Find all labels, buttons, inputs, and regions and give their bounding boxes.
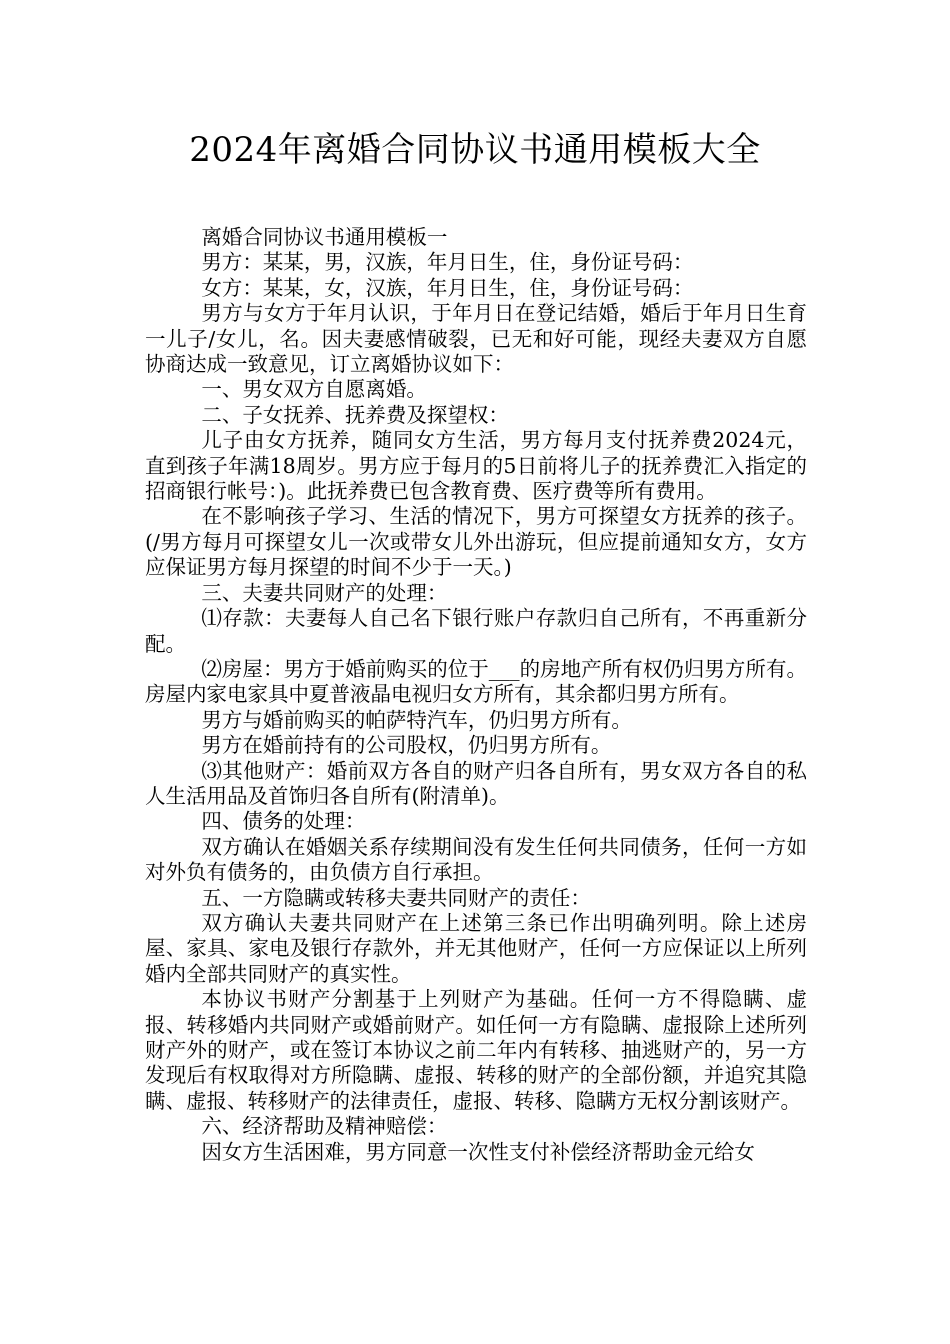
document-body [145,225,807,1165]
clause-heading-1: 一、男女双方自愿离婚。 [201,377,427,402]
clause-heading-6: 六、经济帮助及精神赔偿： [201,1114,448,1139]
clause-heading-2: 二、子女抚养、抚养费及探望权： [201,402,509,427]
paragraph-child-support: 儿子由女方抚养，随同女方生活，男方每月支付抚养费2024元，直到孩子年满18周岁。男方应于每月的5日前将儿子的抚养费汇入指定的招商银行帐号：)。此抚养费已包含教育费、医疗费等所有费用。 [145,428,807,504]
paragraph-deposits: ⑴存款：夫妻每人自己名下银行账户存款归自己所有，不再重新分配。 [145,606,807,656]
paragraph-property-confirmation: 双方确认夫妻共同财产在上述第三条已作出明确列明。除上述房屋、家具、家电及银行存款外，并无其他财产，任何一方应保证以上所列婚内全部共同财产的真实性。 [145,910,807,986]
paragraph-preamble: 男方与女方于年月认识，于年月日在登记结婚，婚后于年月日生育一儿子/女儿，名。因夫妻感情破裂，已无和好可能，现经夫妻双方自愿协商达成一致意见，订立离婚协议如下： [145,301,807,377]
clause-heading-3: 三、夫妻共同财产的处理： [201,580,448,605]
clause-heading-5: 五、一方隐瞒或转移夫妻共同财产的责任： [201,885,591,910]
paragraph-equity: 男方在婚前持有的公司股权，仍归男方所有。 [201,733,612,758]
paragraph-template-heading: 离婚合同协议书通用模板一 [201,225,448,249]
clause-heading-4: 四、债务的处理： [201,809,366,834]
paragraph-concealment-liability: 本协议书财产分割基于上列财产为基础。任何一方不得隐瞒、虚报、转移婚内共同财产或婚前财产。如任何一方有隐瞒、虚报除上述所列财产外的财产，或在签订本协议之前二年内有转移、抽逃财产的，另一方发现后有权取得对方所隐瞒、虚报、转移的财产的全部份额，并追究其隐瞒、虚报、转移财产的法律责任，虚报、转移、隐瞒方无权分割该财产。 [145,987,807,1113]
paragraph-other-property: ⑶其他财产：婚前双方各自的财产归各自所有，男女双方各自的私人生活用品及首饰归各自所有(附清单)。 [145,758,807,808]
paragraph-male-party: 男方：某某，男，汉族，年月日生，住，身份证号码： [201,250,694,275]
document-title: 2024年离婚合同协议书通用模板大全 [189,130,761,170]
paragraph-house: ⑵房屋：男方于婚前购买的位于___的房地产所有权仍归男方所有。房屋内家电家具中夏普液晶电视归女方所有，其余都归男方所有。 [145,656,807,707]
paragraph-visitation: 在不影响孩子学习、生活的情况下，男方可探望女方抚养的孩子。(/男方每月可探望女儿一次或带女儿外出游玩，但应提前通知女方，女方应保证男方每月探望的时间不少于一天。) [145,504,807,580]
paragraph-car: 男方与婚前购买的帕萨特汽车，仍归男方所有。 [201,707,632,732]
paragraph-female-party: 女方：某某，女，汉族，年月日生，住，身份证号码： [201,275,694,300]
paragraph-economic-help: 因女方生活困难，男方同意一次性支付补偿经济帮助金元给女 [201,1139,755,1164]
paragraph-debts: 双方确认在婚姻关系存续期间没有发生任何共同债务，任何一方如对外负有债务的，由负债方自行承担。 [145,834,807,885]
